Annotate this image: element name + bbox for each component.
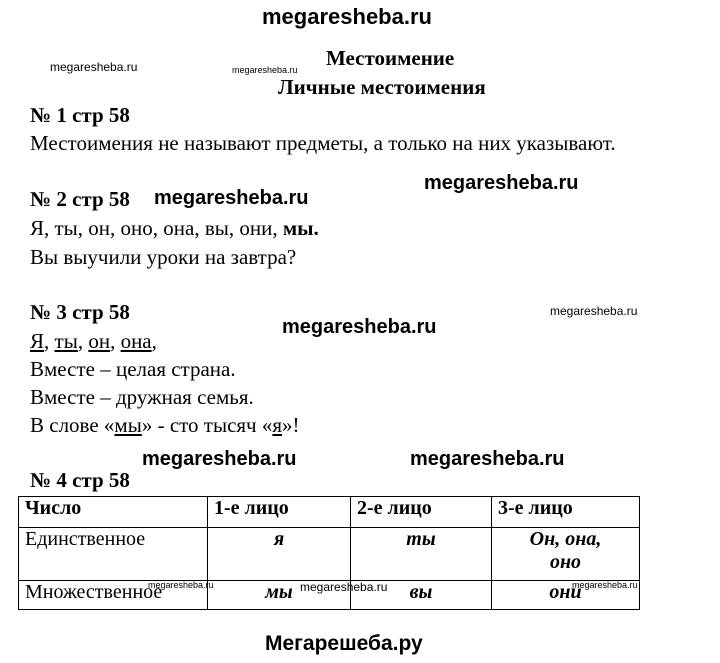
watermark-ex2-right: megaresheba.ru: [424, 172, 579, 194]
ex3-line4-word1: мы: [114, 413, 142, 437]
table-cell-label: Единственное: [19, 528, 208, 581]
ex3-line3: Вместе – дружная семья.: [30, 385, 254, 409]
ex3-sep-2: ,: [77, 329, 89, 353]
ex2-line1: [30, 216, 319, 241]
ex3-sep-3: ,: [110, 329, 121, 353]
ex3-line4-a: В слове «: [30, 413, 115, 437]
watermark-table-center: megaresheba.ru: [300, 580, 388, 594]
watermark-table-right: megaresheba.ru: [572, 580, 638, 590]
page-subtitle: Личные местоимения: [278, 75, 486, 99]
watermark-ex4-right: megaresheba.ru: [410, 448, 565, 470]
ex2-line1-plain: Я, ты, он, оно, она, вы, они,: [30, 216, 283, 240]
table-cell-p1: мы: [208, 581, 351, 610]
table-cell-label: Множественное: [19, 581, 208, 610]
bottom-watermark: Мегарешеба.ру: [265, 632, 423, 655]
watermark-ex3-right: megaresheba.ru: [550, 304, 638, 318]
ex3-line1: Я, ты, он, она,: [30, 329, 157, 353]
watermark-ex2-left: megaresheba.ru: [154, 187, 309, 209]
ex4-heading: № 4 стр 58: [30, 468, 130, 492]
watermark-table-left: megaresheba.ru: [148, 580, 214, 590]
table-cell-p2: вы: [351, 581, 492, 610]
ex3-heading: № 3 стр 58: [30, 300, 130, 324]
ex3-line4-b: » - сто тысяч «: [141, 413, 273, 437]
ex3-line2: Вместе – целая страна.: [30, 357, 236, 381]
table-cell-p3: они: [492, 581, 640, 610]
table-header-person1: 1-е лицо: [208, 497, 351, 528]
ex3-word-4: она: [120, 329, 152, 353]
table-cell-p2: ты: [351, 528, 492, 581]
ex2-heading: № 2 стр 58: [30, 187, 130, 211]
ex1-text: Местоимения не называют предметы, а только на них указывают.: [30, 131, 616, 155]
ex3-sep-1: ,: [44, 329, 55, 353]
table-header-number: Число: [19, 497, 208, 528]
top-watermark: megaresheba.ru: [262, 4, 432, 29]
table-cell-p3-line1: Он, она,: [529, 528, 602, 550]
table-header-person2: 2-е лицо: [351, 497, 492, 528]
ex3-line4: [30, 413, 300, 438]
watermark-small-center: megaresheba.ru: [232, 65, 298, 75]
watermark-ex4-left: megaresheba.ru: [142, 448, 297, 470]
ex3-line4-c: »!: [282, 413, 300, 437]
ex3-word-1: Я: [30, 329, 45, 353]
table-header-person3: 3-е лицо: [492, 497, 640, 528]
table-cell-p3: [492, 528, 640, 581]
table-header-row: [19, 497, 640, 528]
table-row: [19, 528, 640, 581]
page-title: Местоимение: [326, 46, 455, 70]
ex3-word-3: он: [88, 329, 111, 353]
ex3-line4-word2: я: [272, 413, 283, 437]
watermark-small-left: megaresheba.ru: [50, 60, 138, 74]
table-cell-p1: я: [208, 528, 351, 581]
table-cell-p3-line2: оно: [549, 551, 582, 573]
watermark-ex3-center: megaresheba.ru: [282, 316, 437, 338]
ex3-word-2: ты: [54, 329, 78, 353]
ex1-heading: № 1 стр 58: [30, 103, 130, 127]
ex2-line1-bold: мы.: [282, 216, 319, 240]
ex2-line2: Вы выучили уроки на завтра?: [30, 245, 297, 269]
